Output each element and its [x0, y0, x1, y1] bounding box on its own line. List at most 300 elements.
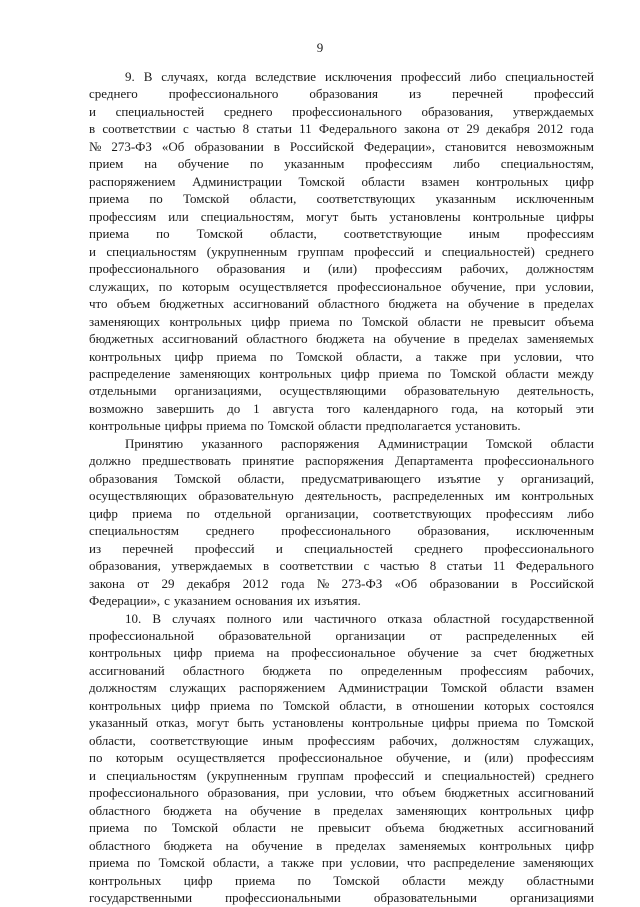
word: контрольных	[89, 348, 162, 364]
word: образования,	[207, 785, 280, 801]
word: Томской	[333, 872, 380, 888]
word: перечней	[122, 540, 174, 556]
word: у	[497, 470, 505, 486]
word: пределах	[335, 837, 386, 853]
word: указанным	[435, 191, 496, 207]
text-line	[89, 243, 594, 260]
word: профессиям	[526, 750, 594, 766]
word: приема	[214, 645, 255, 661]
word: образовании	[194, 138, 264, 154]
word: распоряжения	[305, 453, 384, 469]
word: условии,	[317, 785, 367, 801]
word: организации	[335, 628, 406, 643]
word: распределение	[89, 365, 171, 381]
word: завершить	[156, 400, 215, 416]
word: рабочих,	[389, 732, 438, 748]
word: области	[361, 173, 405, 189]
word: соответствующих	[316, 191, 416, 207]
word: соответствующих	[372, 505, 472, 521]
word: обучение,	[396, 750, 451, 766]
word: осуществляется	[239, 278, 328, 294]
word: №	[89, 138, 102, 154]
word: Томской	[267, 418, 315, 434]
word: что	[89, 296, 108, 312]
document-body	[89, 68, 594, 907]
word: 11	[299, 121, 312, 137]
word: контрольных	[476, 173, 549, 189]
word: или	[282, 610, 303, 626]
word: Томской	[450, 365, 497, 381]
text-line	[89, 854, 594, 871]
word: области	[550, 435, 594, 451]
word: 8	[429, 558, 437, 574]
word: заменяемых	[399, 837, 467, 853]
word: должностям	[89, 680, 157, 696]
word: цифр	[183, 872, 213, 888]
word: образовательную	[404, 383, 500, 399]
word: области	[402, 872, 446, 888]
word: по	[143, 820, 158, 836]
word: профессиональной	[89, 628, 195, 643]
word: в	[273, 138, 280, 154]
word: профессионального	[281, 523, 391, 539]
word: а	[267, 855, 274, 871]
word: бюджетных	[159, 296, 225, 312]
word: указанный	[89, 715, 148, 731]
word: профессий	[534, 86, 594, 102]
word: областного	[246, 331, 308, 347]
word: Департамента	[394, 453, 473, 469]
word: указанием	[173, 593, 232, 609]
word: которым	[182, 278, 230, 294]
word: среднего	[205, 523, 255, 539]
word: среднего	[89, 86, 138, 102]
word: среднего	[414, 540, 463, 556]
text-line	[89, 103, 594, 120]
word: контрольные	[351, 715, 424, 731]
word: календарного	[363, 400, 439, 416]
page-number: 9	[316, 40, 324, 55]
word: бюджета	[163, 802, 212, 818]
word: области	[232, 820, 277, 836]
word: организациями	[509, 890, 594, 906]
word: по	[186, 505, 200, 521]
word: В	[152, 610, 162, 626]
word: по	[297, 872, 312, 888]
word: частью	[196, 121, 236, 137]
word: по	[149, 191, 163, 207]
word: образования,	[417, 523, 490, 539]
word: контрольных	[521, 488, 594, 504]
text-line	[89, 260, 594, 277]
word: либо	[453, 156, 480, 172]
text-line	[89, 679, 594, 696]
word: соответствующие	[343, 226, 442, 242]
word: могут	[306, 208, 339, 224]
word: В	[143, 69, 153, 84]
word: состоялся	[539, 697, 594, 713]
word: соответствии	[102, 121, 176, 137]
word: распоряжения	[280, 435, 360, 451]
word: в	[511, 575, 518, 591]
word: бюджета	[316, 331, 365, 347]
word: приема	[477, 715, 518, 731]
word: что	[575, 348, 594, 364]
word: области,	[212, 855, 260, 871]
word: области	[505, 365, 549, 381]
word: вследствие	[255, 69, 317, 84]
word: цифр	[89, 505, 118, 521]
word: из	[409, 86, 422, 102]
word: Томской	[283, 697, 330, 713]
word: также	[434, 348, 468, 364]
word: установлены	[389, 208, 461, 224]
word: Принятию	[125, 435, 184, 451]
word: государственной	[501, 610, 594, 626]
text-line	[89, 138, 594, 155]
word: и	[89, 243, 96, 259]
word: бюджетных	[89, 331, 154, 347]
text-line	[89, 225, 594, 242]
word: с	[183, 121, 189, 137]
word: в	[396, 697, 403, 713]
text-line	[89, 627, 594, 644]
word: не	[470, 313, 484, 329]
word: частичного	[314, 610, 377, 626]
word: пределах	[333, 802, 384, 818]
word: образования	[309, 86, 378, 102]
word: областными	[526, 872, 594, 888]
word: невозможным	[516, 138, 594, 154]
word: по	[158, 278, 173, 294]
word: областного	[318, 296, 380, 312]
text-line	[89, 452, 594, 469]
word: служащих,	[89, 278, 150, 294]
word: профессиям	[89, 208, 157, 224]
word: взамен	[421, 173, 460, 189]
word: статьи	[446, 558, 483, 574]
word: соответствии	[279, 558, 354, 574]
word: и	[303, 261, 311, 277]
word: организациями,	[174, 383, 262, 399]
word: Администрации	[192, 173, 282, 189]
word: предусматривающего	[301, 470, 421, 486]
word: областного	[182, 662, 245, 678]
text-line	[89, 784, 594, 801]
word: приема	[216, 348, 257, 364]
word: объема	[385, 820, 425, 836]
word: области,	[339, 697, 387, 713]
word: не	[290, 820, 304, 836]
word: должностям	[526, 261, 594, 277]
word: декабря	[486, 121, 530, 137]
word: приема	[209, 697, 251, 713]
word: цифры	[556, 208, 594, 224]
word: профессиональное	[291, 645, 396, 661]
word: по	[249, 156, 264, 172]
word: ассигнований	[233, 296, 309, 312]
word: от	[429, 628, 442, 643]
word: ассигнований	[518, 785, 594, 801]
word: на	[446, 296, 460, 312]
word: профессионального	[89, 261, 199, 277]
word: цифр	[174, 348, 204, 364]
word: (или)	[484, 750, 514, 766]
word: деятельность,	[305, 488, 382, 504]
text-line	[89, 540, 594, 557]
word: профессий	[400, 69, 461, 84]
text-line	[89, 295, 594, 312]
word: профессиям	[460, 662, 528, 678]
word: области,	[249, 191, 297, 207]
word: контрольных	[259, 365, 332, 381]
word: и	[463, 750, 471, 766]
word: образовательную	[198, 488, 294, 504]
word: случаях	[172, 610, 216, 626]
word: профессионального	[292, 103, 402, 119]
word: августа	[272, 400, 314, 416]
word: в	[314, 802, 321, 818]
text-line	[89, 278, 594, 295]
word: служащих	[169, 680, 227, 696]
word: 273-ФЗ	[341, 575, 383, 591]
word: по	[137, 855, 151, 871]
word: предполагается	[365, 418, 452, 434]
text-line	[89, 382, 594, 399]
word: условии,	[350, 855, 399, 871]
text-line	[89, 644, 594, 661]
word: (укрупненным	[206, 767, 288, 783]
word: Томской	[183, 191, 230, 207]
word: что	[406, 855, 426, 871]
word: Федерации»,	[89, 593, 161, 609]
word: исключенным	[516, 191, 594, 207]
word: по	[89, 750, 103, 766]
text-line	[89, 487, 594, 504]
word: от	[447, 121, 460, 137]
word: области,	[237, 470, 285, 486]
word: области	[417, 313, 462, 329]
word: при	[288, 785, 309, 801]
text-line	[89, 505, 594, 522]
word: года	[280, 575, 305, 591]
word: 9.	[125, 69, 135, 84]
word: иным	[262, 732, 294, 748]
word: по	[427, 365, 442, 381]
word: Федерального	[318, 121, 397, 137]
word: условии,	[513, 348, 563, 364]
word: образования,	[89, 558, 161, 574]
word: в	[316, 837, 323, 853]
word: бюджета	[262, 662, 312, 678]
word: статьи	[256, 121, 292, 137]
word: заменяющих	[89, 313, 161, 329]
word: приема	[89, 855, 130, 871]
word: организаций,	[520, 470, 594, 486]
word: случаях,	[161, 69, 209, 84]
word: 11	[492, 558, 506, 574]
word: превысит	[318, 820, 371, 836]
word: контрольных	[479, 802, 553, 818]
word: Федерального	[515, 558, 594, 574]
word: осуществляется	[176, 750, 266, 766]
word: должностям	[451, 732, 520, 748]
word: государственными	[89, 890, 193, 906]
word: в	[453, 331, 460, 347]
word: профессионального	[484, 540, 594, 556]
word: рабочих,	[460, 261, 509, 277]
word: приема	[89, 226, 130, 242]
text-line	[89, 85, 594, 102]
word: профессиям	[485, 505, 554, 521]
word: могут	[196, 715, 229, 731]
word: отдельными	[89, 383, 157, 399]
text-line	[89, 313, 594, 330]
word: изъятие	[437, 470, 481, 486]
word: счет	[493, 645, 518, 661]
word: исключенным	[516, 523, 594, 539]
word: или	[168, 208, 189, 224]
word: который	[516, 400, 563, 416]
text-line	[89, 662, 594, 679]
word: профессиям	[374, 261, 443, 277]
word: 2012	[242, 575, 269, 591]
word: и	[424, 767, 432, 783]
word: образовательной	[218, 628, 312, 643]
word: областного	[89, 837, 151, 853]
word: отношении	[412, 697, 475, 713]
word: контрольных	[169, 313, 242, 329]
word: либо	[567, 505, 594, 521]
word: и	[424, 243, 432, 259]
word: рабочих,	[545, 662, 594, 678]
word: специальностей)	[441, 767, 535, 783]
word: Томской	[158, 855, 205, 871]
text-line	[89, 470, 594, 487]
word: образования,	[421, 103, 494, 119]
text-line	[89, 190, 594, 207]
word: цифры	[431, 715, 470, 731]
word: Томской	[196, 226, 243, 242]
word: (укрупненным	[206, 243, 288, 259]
word: изъятия.	[314, 593, 361, 609]
word: осуществляющих	[89, 488, 188, 504]
word: бюджетных	[444, 785, 510, 801]
word: утверждаемых	[512, 103, 594, 119]
word: 2012	[537, 121, 564, 137]
word: приема	[289, 313, 330, 329]
word: 1	[253, 400, 260, 416]
word: частью	[379, 558, 420, 574]
word: профессиональными	[225, 890, 341, 906]
word: объем	[402, 785, 436, 801]
word: при	[321, 855, 343, 871]
word: взамен	[555, 680, 594, 696]
word: соответствующие	[150, 732, 249, 748]
word: на	[266, 645, 280, 661]
word: на	[372, 331, 386, 347]
word: профессий	[194, 540, 255, 556]
word: цифр	[173, 645, 203, 661]
word: Администрации	[338, 680, 428, 696]
word: исключения	[325, 69, 392, 84]
word: цифр	[171, 697, 201, 713]
word: цифры	[164, 418, 203, 434]
word: образования	[89, 470, 158, 486]
word: профессий	[354, 767, 415, 783]
text-line	[89, 208, 594, 225]
word: Администрации	[377, 435, 468, 451]
word: и	[89, 767, 96, 783]
word: должно	[89, 453, 131, 469]
word: быть	[350, 208, 378, 224]
word: Томской	[440, 680, 488, 696]
word: обучение,	[451, 278, 506, 294]
word: служащих,	[533, 732, 594, 748]
word: областной	[433, 610, 491, 626]
word: между	[557, 365, 594, 381]
word: ей	[581, 628, 594, 643]
word: приема	[89, 820, 130, 836]
word: в	[262, 558, 270, 574]
word: им	[495, 488, 511, 504]
word: №	[316, 575, 330, 591]
word: обучение	[394, 331, 446, 347]
word: приема	[235, 872, 276, 888]
word: обучение	[250, 802, 302, 818]
word: отказа	[387, 610, 423, 626]
word: и	[89, 103, 96, 119]
word: образования	[216, 261, 286, 277]
word: того	[326, 400, 351, 416]
word: которым	[115, 750, 164, 766]
word: среднего	[545, 767, 594, 783]
text-line	[89, 837, 594, 854]
word: профессиональное	[337, 278, 442, 294]
word: специальностей	[115, 103, 205, 119]
text-line	[89, 802, 594, 819]
word: закона	[89, 575, 125, 591]
word: специальностям	[89, 523, 179, 539]
word: указанного	[201, 435, 263, 451]
word: профессионального	[484, 453, 594, 469]
word: Томской	[485, 435, 533, 451]
word: Томской	[547, 715, 594, 731]
word: закона	[404, 121, 440, 137]
word: за	[470, 645, 482, 661]
word: их	[296, 593, 311, 609]
word: обучение	[177, 156, 229, 172]
word: отдельной	[214, 505, 272, 521]
word: группам	[297, 767, 344, 783]
word: Томской	[174, 470, 221, 486]
word: при	[515, 278, 536, 294]
word: пределах	[543, 296, 594, 312]
word: по	[269, 348, 284, 364]
text-line	[89, 575, 594, 592]
word: контрольных	[89, 872, 162, 888]
word: возможно	[89, 400, 144, 416]
word: цифр	[565, 802, 594, 818]
word: Томской	[171, 820, 219, 836]
word: Томской	[296, 348, 343, 364]
text-line	[89, 173, 594, 190]
word: года,	[451, 400, 478, 416]
text-line	[89, 365, 594, 382]
word: в	[89, 121, 96, 137]
word: (или)	[327, 261, 358, 277]
word: из	[89, 540, 102, 556]
